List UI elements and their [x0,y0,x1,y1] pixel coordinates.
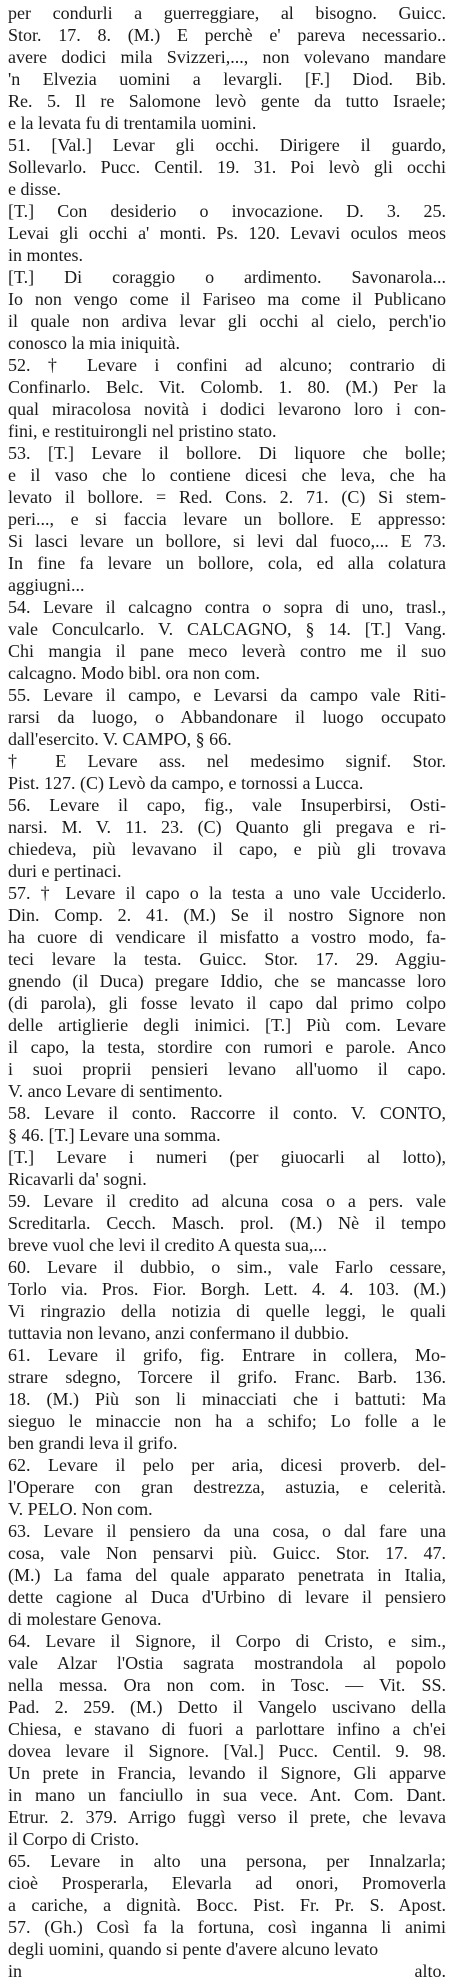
text-line: 'n Elvezia uomini a levargli. [F.] Diod. Bib. [8,69,446,89]
text-line: [T.] Con desiderio o invocazione. D. 3. 25. [8,201,446,221]
text-line: sieguo le minaccie non ha a schifo; Lo folle a le [8,1411,446,1431]
text-line: Chiesa, e stavano di fuori a parlottare infino a ch'ei [8,1719,446,1739]
text-line: [T.] Levare i numeri (per giuocarli al lotto), [8,1147,446,1167]
text-line: 64. Levare il Signore, il Corpo di Cristo, e sim., [8,1631,446,1651]
text-line: vale Conculcarlo. V. CALCAGNO, § 14. [T.] Vang. [8,619,446,639]
text-line: a cariche, a dignità. Bocc. Pist. Fr. Pr. S. Apost. [8,1895,446,1915]
text-line: V. PELO. Non com. [8,1499,153,1519]
text-line: avere dodici mila Svizzeri,..., non volevano mandare [8,47,446,67]
text-line: peri..., e si faccia levare un bollore. E appresso: [8,509,446,529]
text-line: (M.) La fama del quale apparato penetrata in Italia, [8,1565,446,1585]
text-line: 59. Levare il credito ad alcuna cosa o a pers. vale [8,1191,446,1211]
text-line: ha cuore di vendicare il misfatto a vostro modo, fa- [8,927,446,947]
text-line: 58. Levare il conto. Raccorre il conto. V. CONTO, [8,1103,446,1123]
text-line: il capo, la testa, stordire con rumori e parole. Anco [8,1037,446,1057]
text-line: aggiugni... [8,575,85,595]
text-line: gnendo (il Duca) pregare Iddio, che se mancasse loro [8,971,446,991]
text-line: fini, e restituirongli nel pristino stato. [8,421,277,441]
text-line: 53. [T.] Levare il bollore. Di liquore che bolle; [8,443,446,463]
text-line: Sollevarlo. Pucc. Centil. 19. 31. Poi levò gli occhi [8,157,446,177]
text-line: chiedeva, più levavano il capo, e più gli trovava [8,839,446,859]
text-line: 56. Levare il capo, fig., vale Insuperbirsi, Osti- [8,795,446,815]
text-line: Confinarlo. Belc. Vit. Colomb. 1. 80. (M.) Per la [8,377,446,397]
text-line: il Corpo di Cristo. [8,1829,140,1849]
text-line: Din. Comp. 2. 41. (M.) Se il nostro Signore non [8,905,446,925]
text-line: [T.] Di coraggio o ardimento. Savonarola... [8,267,446,287]
text-line: dall'esercito. V. CAMPO, § 66. [8,729,232,749]
text-line: di molestare Genova. [8,1609,162,1629]
text-line: Screditarla. Cecch. Masch. prol. (M.) Nè il tempo [8,1213,446,1233]
text-line: 57. † Levare il capo o la testa a uno vale Ucciderlo. [8,883,446,903]
text-line: 54. Levare il calcagno contra o sopra di uno, trasl., [8,597,446,617]
text-line: Vi ringrazio della notizia di quelle leggi, le quali [8,1301,446,1321]
text-line: cioè Prosperarla, Elevarla ad onori, Promoverla [8,1873,446,1893]
text-line: 55. Levare il campo, e Levarsi da campo vale Riti- [8,685,446,705]
text-line: V. anco Levare di sentimento. [8,1081,223,1101]
text-line: Io non vengo come il Fariseo ma come il Publicano [8,289,446,309]
text-line: duri e pertinaci. [8,861,122,881]
text-line: teci levare la testa. Guicc. Stor. 17. 29. Aggiu- [8,949,446,969]
text-line: strare sdegno, Torcere il grifo. Franc. Barb. 136. [8,1367,446,1387]
text-line: rarsi da luogo, o Abbandonare il luogo occupato [8,707,446,727]
text-line: conosco la mia iniquità. [8,333,180,353]
text-line: tuttavia non levano, anzi confermano il dubbio. [8,1323,349,1343]
text-line: Pist. 127. (C) Levò da campo, e tornossi a Lucca. [8,773,364,793]
text-line: vale Alzar l'Ostia sagrata mostrandola al popolo [8,1653,446,1673]
text-line: cosa, vale Non pensarvi più. Guicc. Stor. 17. 47. [8,1543,446,1563]
text-line: e la levata fu di trentamila uomini. [8,113,257,133]
text-line: dette cagione al Duca d'Urbino di levare il pensiero [8,1587,446,1607]
text-line: Levai gli occhi a' monti. Ps. 120. Levavi oculos meos [8,223,446,243]
text-line: narsi. M. V. 11. 23. (C) Quanto gli pregava e ri- [8,817,446,837]
text-line: Torlo via. Pros. Fior. Borgh. Lett. 4. 4. 103. (M.) [8,1279,446,1299]
text-line: nella messa. Ora non com. in Tosc. — Vit. SS. [8,1675,446,1695]
text-line: 61. Levare il grifo, fig. Entrare in collera, Mo- [8,1345,446,1365]
text-line: 51. [Val.] Levar gli occhi. Dirigere il guardo, [8,135,446,155]
text-line: 62. Levare il pelo per aria, dicesi proverb. del- [8,1455,446,1475]
text-line: dovea levare il Signore. [Val.] Pucc. Centil. 9. 98. [8,1741,446,1761]
text-line: ben grandi leva il grifo. [8,1433,178,1453]
text-line: Stor. 17. 8. (M.) E perchè e' pareva necessario.. [8,25,446,45]
text-line: 60. Levare il dubbio, o sim., vale Farlo cessare, [8,1257,446,1277]
text-line: i suoi proprii pensieri levano all'uomo il capo. [8,1059,446,1079]
text-line: Ricavarli da' sogni. [8,1169,147,1189]
text-line: In fine fa levare un bollore, cola, ed alla colatura [8,553,446,573]
text-line: Pad. 2. 259. (M.) Detto il Vangelo uscivano della [8,1697,446,1717]
text-line: Etrur. 2. 379. Arrigo fuggì verso il prete, che levava [8,1807,446,1827]
text-line: per condurli a guerreggiare, al bisogno. Guicc. [8,3,446,23]
text-line: in montes. [8,245,83,265]
dictionary-text [8,2,446,1982]
text-line: e il vaso che lo contiene dicesi che leva, che ha [8,465,446,485]
text-line: (di parola), gli fosse levato il capo dal primo colpo [8,993,446,1013]
text-line: 57. (Gh.) Così fa la fortuna, così inganna li animi [8,1917,446,1937]
text-line: Re. 5. Il re Salomone levò gente da tutto Israele; [8,91,446,111]
text-line: levato il bollore. = Red. Cons. 2. 71. (C) Si stem- [8,487,446,507]
text-line: il quale non ardiva levar gli occhi al cielo, perch'io [8,311,446,331]
text-line: 63. Levare il pensiero da una cosa, o dal fare una [8,1521,446,1541]
text-line: Un prete in Francia, levando il Signore, Gli apparve [8,1763,446,1783]
text-line: † E Levare ass. nel medesimo signif. Stor. [8,751,446,771]
text-line: degli uomini, quando si pente d'avere alcuno levato [8,1939,379,1959]
text-line: delle artiglierie degli inimici. [T.] Più com. Levare [8,1015,446,1035]
text-line: l'Operare con gran destrezza, astuzia, e celerità. [8,1477,446,1497]
text-line: breve vuol che levi il credito A questa sua,... [8,1235,327,1255]
text-line: e disse. [8,179,61,199]
text-line: Si lasci levare un bollore, si levi dal fuoco,... E 73. [8,531,446,551]
text-line: calcagno. Modo bibl. ora non com. [8,663,260,683]
text-line: Chi mangia il pane meco leverà contro me il suo [8,641,446,661]
text-line: 18. (M.) Più son li minacciati che i battuti: Ma [8,1389,446,1409]
text-line: in alto. [8,1961,446,1981]
text-line: in mano un fanciullo in sua vece. Ant. Com. Dant. [8,1785,446,1805]
text-line: qual miracolosa novità i dodici levarono loro i con- [8,399,446,419]
text-line: § 46. [T.] Levare una somma. [8,1125,221,1145]
text-line: 52. † Levare i confini ad alcuno; contrario di [8,355,446,375]
text-line: 65. Levare in alto una persona, per Innalzarla; [8,1851,446,1871]
